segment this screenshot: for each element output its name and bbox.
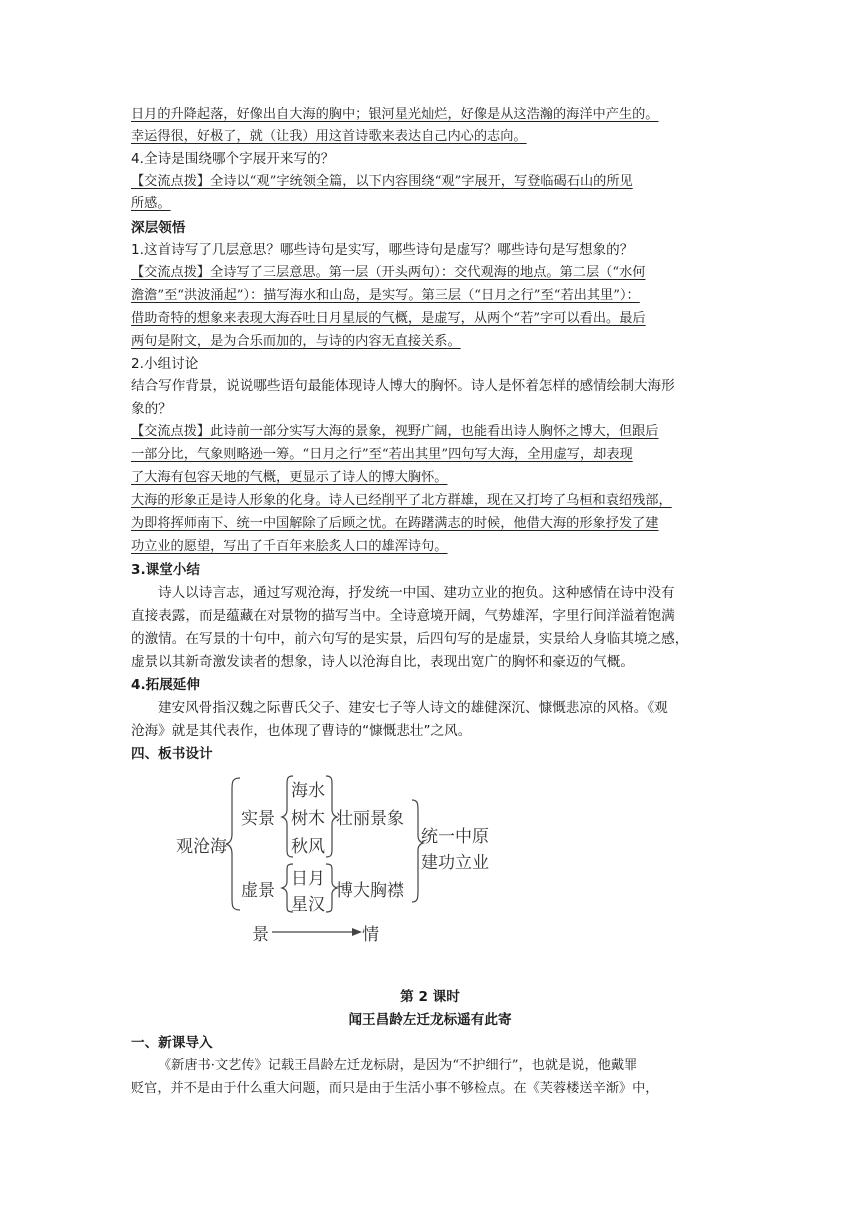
lesson-title: 第 2 课时 (400, 989, 460, 1005)
section-heading: 深层领悟 (131, 220, 186, 236)
board-virtual-scene: 虚景 (241, 881, 275, 901)
text-line: 日月的升降起落，好像出自大海的胸中；银河星光灿烂，好像是从这浩瀚的海洋中产生的。 (131, 107, 659, 122)
summary-text: 直接表露，而是蕴藏在对景物的描写当中。全诗意境开阔，气势雄浑，字里行间洋溢着饱满 (131, 608, 675, 624)
board-item: 秋风 (291, 837, 325, 857)
intro-text: 《新唐书·文艺传》记载王昌龄左迁龙标尉，是因为“不护细行”，也就是说，他戴罪 (158, 1058, 638, 1073)
question-text: 象的？ (131, 401, 172, 417)
answer-text: 一部分比，气象则略逊一筹。“日月之行”至“若出其里”四句写大海，全用虚写，却表现 (131, 447, 633, 462)
extension-text: 沧海》就是其代表作，也体现了曹诗的“慷慨悲壮”之风。 (131, 723, 472, 739)
answer-text: 大海的形象正是诗人形象的化身。诗人已经削平了北方群雄，现在又打垮了乌桓和袁绍残部， (131, 493, 672, 508)
board-item: 树木 (291, 809, 325, 829)
board-real-result: 壮丽景象 (336, 809, 404, 829)
board-item: 日月 (291, 869, 325, 889)
section-heading: 一、新课导入 (131, 1035, 213, 1051)
lesson-subtitle: 闻王昌龄左迁龙标遥有此寄 (348, 1012, 512, 1028)
summary-text: 诗人以诗言志，通过写观沧海，抒发统一中国、建功立业的抱负。这种感情在诗中没有 (158, 585, 675, 601)
board-root: 观沧海 (176, 837, 227, 857)
question-2: 2.小组讨论 (131, 356, 199, 372)
section-heading: 4.拓展延伸 (131, 677, 200, 693)
summary-text: 虚景以其新奇激发读者的想象，诗人以沧海自比，表现出宽广的胸怀和豪迈的气概。 (131, 654, 634, 670)
section-heading: 3.课堂小结 (131, 562, 200, 578)
answer-text: 【交流点拨】全诗写了三层意思。第一层（开头两句）：交代观海的地点。第二层（“水何 (131, 265, 646, 280)
intro-text: 贬官，并不是由于什么重大问题，而只是由于生活小事不够检点。在《芙蓉楼送辛渐》中， (131, 1081, 659, 1096)
board-item: 海水 (291, 781, 325, 801)
answer-text: 功立业的愿望，写出了千百年来脍炙人口的雄浑诗句。 (131, 539, 448, 554)
question-1: 1.这首诗写了几层意思？哪些诗句是实写，哪些诗句是虚写？哪些诗句是写想象的？ (131, 242, 634, 258)
board-virtual-result: 博大胸襟 (336, 881, 404, 901)
question-text: 结合写作背景，说说哪些语句最能体现诗人博大的胸怀。诗人是怀着怎样的感情绘制大海形 (131, 378, 675, 394)
text-line: 幸运得很，好极了，就（让我）用这首诗歌来表达自己内心的志向。 (131, 129, 527, 144)
board-goal: 建功立业 (421, 853, 489, 873)
answer-text: 为即将挥师南下、统一中国解除了后顾之忧。在踌躇满志的时候，他借大海的形象抒发了建 (131, 516, 659, 531)
answer-text: 两句是附文，是为合乐而加的，与诗的内容无直接关系。 (131, 334, 461, 349)
extension-text: 建安风骨指汉魏之际曹氏父子、建安七子等人诗文的雄健深沉、慷慨悲凉的风格。《观 (158, 700, 668, 716)
answer-text: 澹澹”至“洪波涌起”）：描写海水和山岛，是实写。第三层（“日月之行”至“若出其里”）： (131, 288, 640, 303)
answer-text: 【交流点拨】此诗前一部分实写大海的景象，视野广阔，也能看出诗人胸怀之博大，但跟后 (131, 424, 659, 439)
answer-text: 了大海有包容天地的气概，更显示了诗人的博大胸怀。 (131, 470, 448, 485)
board-real-scene: 实景 (241, 809, 275, 829)
summary-text: 的激情。在写景的十句中，前六句写的是实景，后四句写的是虚景，实景给人身临其境之感， (131, 631, 689, 647)
board-goal: 统一中原 (421, 827, 489, 847)
board-item: 星汉 (291, 895, 325, 915)
section-heading: 四、板书设计 (131, 746, 213, 762)
board-flow-to: 情 (362, 925, 379, 945)
answer-text: 【交流点拨】全诗以“观”字统领全篇，以下内容围绕“观”字展开，写登临碣石山的所见 (131, 174, 633, 189)
question-4: 4.全诗是围绕哪个字展开来写的？ (131, 151, 335, 167)
answer-text: 借助奇特的想象来表现大海吞吐日月星辰的气概，是虚写，从两个“若”字可以看出。最后 (131, 311, 646, 326)
answer-text: 所感。 (131, 196, 171, 211)
board-flow-from: 景 (252, 925, 269, 945)
